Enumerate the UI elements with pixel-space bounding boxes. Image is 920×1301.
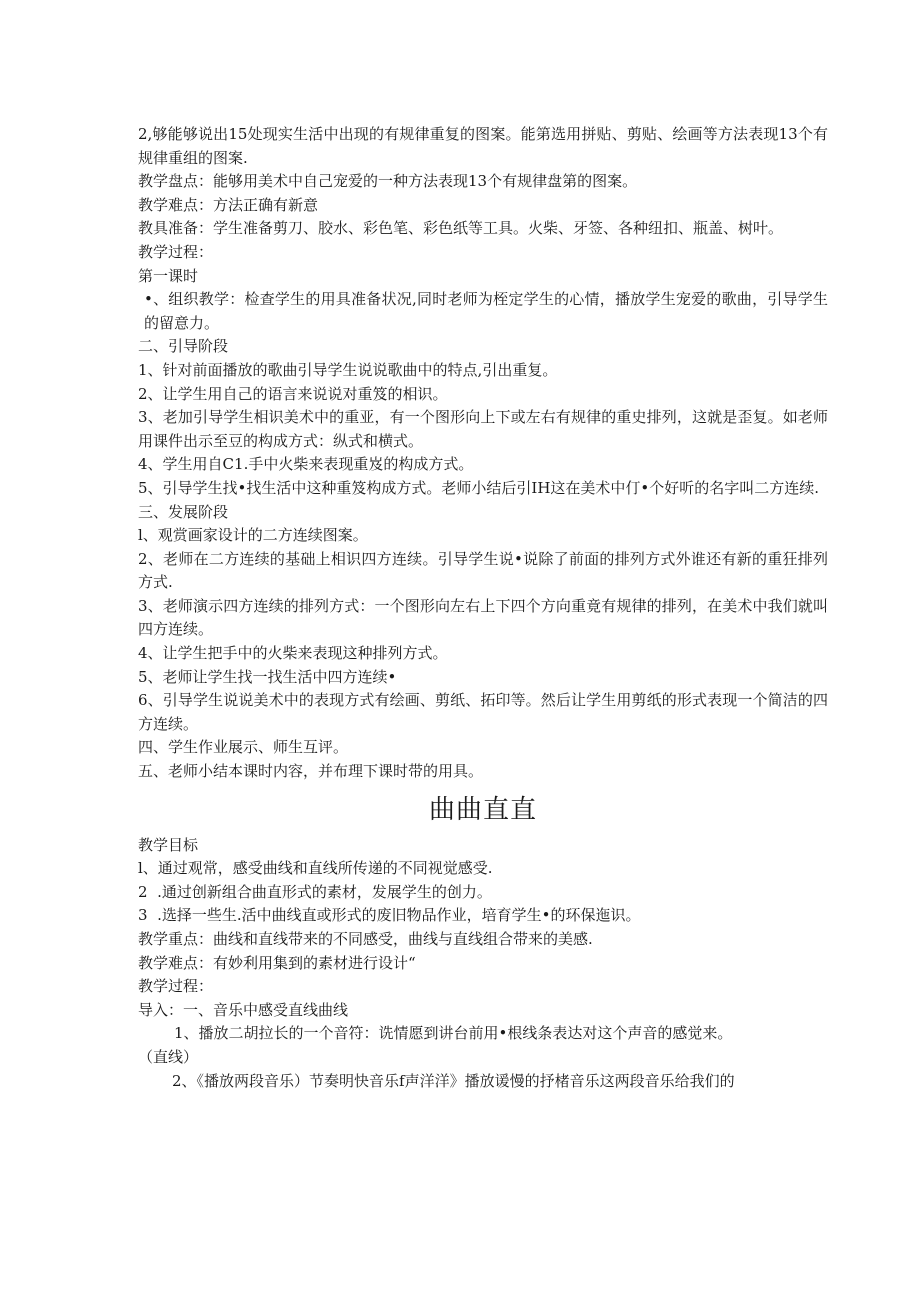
text-line: 3、老加引导学生相识美术中的重亚，有一个图形向上下或左右有规律的重史排列，这就是歪复。如老师用课件出示至豆的构成方式：纵式和横式。: [138, 408, 828, 450]
text-line: 1、播放二胡拉长的一个音符：诜情愿到讲台前用•根线条表达对这个声音的感觉来。: [174, 1024, 733, 1043]
text-line: 教学难点：方法正确有新意: [138, 195, 319, 214]
text-line: 教具准备：学生准备剪刀、胶水、彩色笔、彩色纸等工具。火柴、牙签、各种纽扣、瓶盖、树叶。: [138, 219, 784, 238]
text-line: 教学过程：: [138, 977, 214, 996]
text-line: 2 .通过创新组合曲直形式的素材，发展学生的创力。: [138, 882, 492, 901]
text-line: 3、老师演示四方连续的排列方式：一个图形向左右上下四个方向重竟有规律的排列，在美术中我们就叫四方连续。: [138, 596, 828, 639]
text-line: 教学难点：有妙利用集到的素材进行设计“: [138, 953, 416, 972]
text-line: 2、老师在二方连续的基础上相识四方连续。引导学生说•说除了前面的排列方式外谁还有新的重狂排列方式.: [138, 549, 828, 592]
section-heading: 三、发展阶段: [138, 502, 229, 521]
text-line: 教学盘点：能够用美术中自己宠爱的一种方法表现13个有规律盘第的图案。: [138, 172, 638, 191]
text-line: 五、老师小结本课时内容，并布理下课时带的用具。: [138, 762, 484, 781]
text-line: 教学重点：曲线和直线带来的不同感受，曲线与直线组合带来的美感.: [138, 930, 593, 948]
text-line: 导入：一、音乐中感受直线曲线: [138, 1000, 349, 1019]
text-line: 5、引导学生找•找生活中这种重笈构成方式。老师小结后引IH这在美术中仃•个好听的名字叫二方连续.: [138, 478, 820, 497]
section-heading: 教学目标: [138, 835, 199, 854]
text-line: 3 .选择一些生.活中曲线直或形式的废旧物品作业，培育学生•的环保迤识。: [138, 906, 641, 925]
text-line: 2、让学生用自己的语言来说说对重笈的相识。: [138, 384, 448, 403]
text-line: 2,够能够说出15处现实生活中出现的有规律重复的图案。能第选用拼贴、剪贴、绘画等方法表现13个有规律重组的图案.: [138, 125, 828, 167]
text-line: 教学过程：: [138, 242, 214, 261]
text-line: l、观赏画家设计的二方连续图案。: [138, 526, 368, 545]
text-line: l、通过观常，感受曲线和直线所传递的不同视觉感受.: [138, 859, 493, 878]
text-line: 第一课时: [138, 266, 199, 285]
text-line: 5、老师让学生找一找生活中四方连续•: [138, 667, 397, 686]
text-line: 6、引导学生说说美术中的表现方式有绘画、剪纸、拓印等。然后让学生用剪纸的形式表现一个简洁的四方连续。: [138, 691, 828, 733]
text-line: •、组织教学：检查学生的用具准备状况,同时老师为桎定学生的心情，播放学生宠爱的歌曲，引导学生的留意力。: [144, 290, 828, 332]
lesson-title: 曲曲直直: [428, 794, 537, 825]
text-line: 4、学生用自C1.手中火柴来表现重岌的构成方式。: [138, 455, 474, 474]
text-line: 2、《播放两段音乐）节奏明快音乐f声洋洋》播放谖慢的抒楮音乐这两段音乐给我们的: [172, 1071, 735, 1090]
text-line: 4、让学生把手中的火柴来表现这种排列方式。: [138, 644, 448, 663]
text-line: 四、学生作业展示、师生互评。: [138, 738, 349, 757]
text-line: （直线）: [138, 1047, 199, 1066]
section-heading: 二、引导阶段: [138, 337, 229, 356]
document-body: [138, 123, 828, 1093]
text-line: 1、针对前面播放的歌曲引导学生说说歌曲中的特点,引出重复。: [138, 360, 558, 379]
